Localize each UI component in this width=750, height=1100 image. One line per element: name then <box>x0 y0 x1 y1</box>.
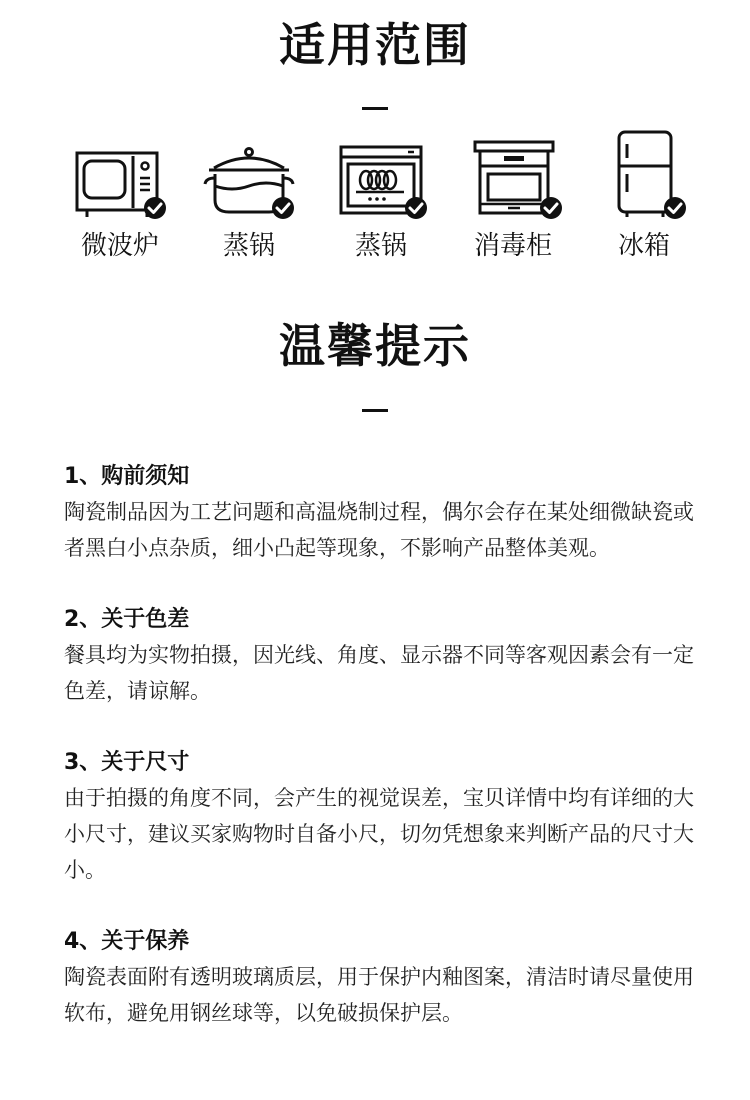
check-badge-icon <box>540 197 562 219</box>
appliance-label: 蒸锅 <box>354 231 407 261</box>
check-badge-icon <box>144 197 166 219</box>
tip-size <box>64 746 694 888</box>
appliance-label: 蒸锅 <box>222 231 275 261</box>
tip-maintenance <box>64 925 694 1031</box>
appliance-item-pot <box>184 128 314 268</box>
microwave-icon <box>55 128 185 228</box>
appliance-list <box>0 128 750 278</box>
tip-body: 陶瓷表面附有透明玻璃质层，用于保护内釉图案，清洁时请尽量使用软布，避免用钢丝球等，以免破损保护层。 <box>64 965 694 1025</box>
tip-color-difference <box>64 603 694 709</box>
appliance-item-sterilizer <box>448 128 578 268</box>
check-badge-icon <box>405 197 427 219</box>
fridge-icon <box>579 128 709 228</box>
tips-title-divider <box>362 409 388 412</box>
tip-heading: 4、关于保养 <box>64 929 190 954</box>
appliance-item-microwave <box>55 128 185 268</box>
tip-purchase-notice <box>64 460 694 566</box>
tips-list <box>64 460 694 1068</box>
steamer-cabinet-icon <box>316 128 446 228</box>
tip-body: 餐具均为实物拍摄，因光线、角度、显示器不同等客观因素会有一定色差，请谅解。 <box>64 643 694 703</box>
sterilizer-icon <box>448 128 578 228</box>
scope-title: 适用范围 <box>279 18 471 72</box>
scope-title-divider <box>362 107 388 110</box>
appliance-item-steamer <box>316 128 446 268</box>
appliance-label: 冰箱 <box>617 231 670 261</box>
tips-title: 温馨提示 <box>279 319 471 373</box>
appliance-label: 微波炉 <box>80 231 159 261</box>
tip-body: 由于拍摄的角度不同，会产生的视觉误差，宝贝详情中均有详细的大小尺寸，建议买家购物时自备小尺，切勿凭想象来判断产品的尺寸大小。 <box>64 786 694 882</box>
check-badge-icon <box>664 197 686 219</box>
appliance-label: 消毒柜 <box>473 231 552 261</box>
pot-icon <box>184 128 314 228</box>
tip-body: 陶瓷制品因为工艺问题和高温烧制过程，偶尔会存在某处细微缺瓷或者黑白小点杂质，细小凸起等现象，不影响产品整体美观。 <box>64 500 694 560</box>
check-badge-icon <box>272 197 294 219</box>
tip-heading: 1、购前须知 <box>64 464 190 489</box>
tip-heading: 3、关于尺寸 <box>64 750 190 775</box>
appliance-item-fridge <box>579 128 709 268</box>
tip-heading: 2、关于色差 <box>64 607 190 632</box>
